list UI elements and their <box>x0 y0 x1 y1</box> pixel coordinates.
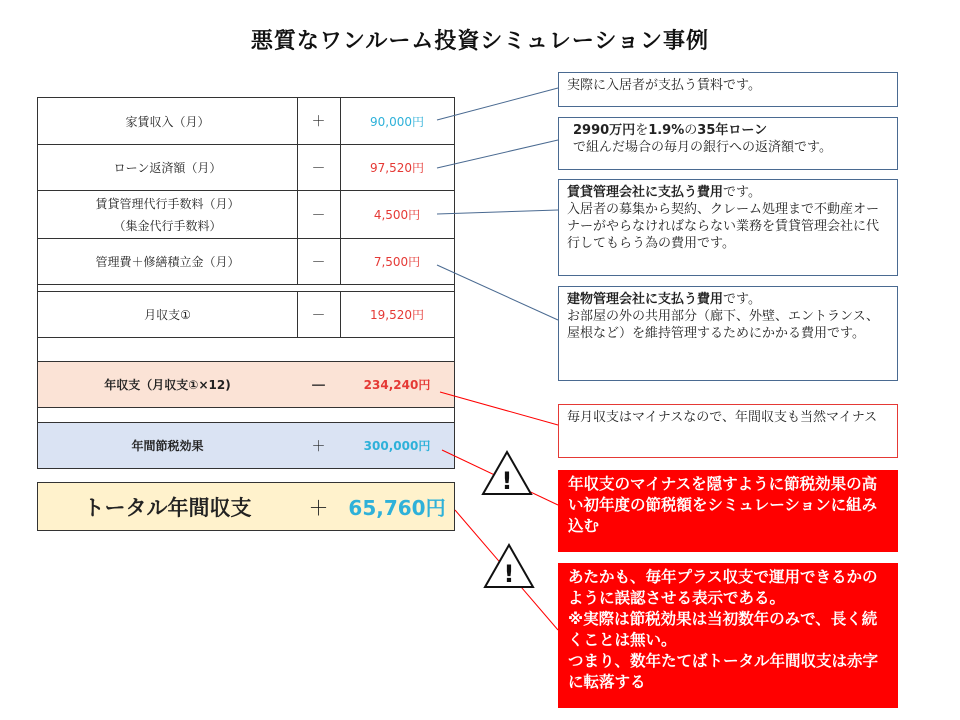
note-loan-no: の <box>684 123 698 138</box>
row-repair-label: 管理費＋修繕積立金（月） <box>37 238 298 285</box>
svg-text:!: ! <box>503 560 515 588</box>
note-loan-rate: 1.9% <box>648 123 685 138</box>
row-total-label: トータル年間収支 <box>37 482 298 531</box>
connector-building <box>437 265 558 320</box>
connector-rent <box>437 88 558 120</box>
note-loan-term: 35年ローン <box>697 123 768 138</box>
note-mgmt <box>558 179 898 276</box>
warning-box-2 <box>558 563 898 708</box>
row-rent-sign: ＋ <box>297 97 341 145</box>
row-mgmt-fee-sign: － <box>297 190 341 239</box>
row-total-value: 65,760円 <box>340 482 455 531</box>
note-building-bold: 建物管理会社に支払う費用 <box>567 292 724 307</box>
row-mgmt-fee-label-line2: （集金代行手数料） <box>113 218 222 233</box>
row-tax-sign: ＋ <box>297 422 341 469</box>
note-loan-line2: で組んだ場合の毎月の銀行への返済額です。 <box>573 140 832 155</box>
note-loan <box>558 117 898 170</box>
warning-2-line2: ※実際は節税効果は当初数年のみで、長く続くことは無い。 <box>568 610 878 649</box>
row-mgmt-fee-value: 4,500円 <box>340 190 455 239</box>
note-building <box>558 286 898 381</box>
note-building-after: です。 <box>723 292 761 307</box>
note-rent: 実際に入居者が支払う賃料です。 <box>558 72 898 107</box>
row-annual-sign: － <box>297 361 341 408</box>
connector-loan <box>437 140 558 168</box>
note-annual: 毎月収支はマイナスなので、年間収支も当然マイナス <box>558 404 898 458</box>
note-loan-wo: を <box>635 123 649 138</box>
svg-text:!: ! <box>501 467 513 495</box>
row-total-sign: ＋ <box>297 482 341 531</box>
row-loan-label: ローン返済額（月） <box>37 144 298 191</box>
row-mgmt-fee-label-line1: 賃貸管理代行手数料（月） <box>95 196 240 211</box>
warning-box-1: 年収支のマイナスを隠すように節税効果の高い初年度の節税額をシミュレーションに組み込む <box>558 470 898 552</box>
row-rent-label: 家賃収入（月） <box>37 97 298 145</box>
note-loan-amount: 2990万円 <box>573 123 636 138</box>
row-annual-label: 年収支（月収支①×12) <box>37 361 298 408</box>
note-mgmt-bold: 賃貸管理会社に支払う費用 <box>567 185 724 200</box>
note-mgmt-after: です。 <box>723 185 761 200</box>
connector-annual <box>440 392 558 425</box>
row-tax-value: 300,000円 <box>340 422 455 469</box>
warning-triangle-icon <box>483 452 531 495</box>
warning-triangle-icon <box>485 545 533 588</box>
row-monthly-value: 19,520円 <box>340 291 455 338</box>
row-rent-value: 90,000円 <box>340 97 455 145</box>
note-mgmt-body: 入居者の募集から契約、クレーム処理まで不動産オーナーがやらなければならない業務を賃貸管理会社に代行してもらう為の費用です。 <box>567 202 880 251</box>
note-building-body: お部屋の外の共用部分（廊下、外壁、エントランス、屋根など）を維持管理するためにかかる費用です。 <box>567 309 880 341</box>
warning-2-line1: あたかも、毎年プラス収支で運用できるかのように誤認させる表示である。 <box>568 568 878 607</box>
row-monthly-label: 月収支① <box>37 291 298 338</box>
connector-mgmt <box>437 210 558 214</box>
row-repair-sign: － <box>297 238 341 285</box>
row-annual-value: 234,240円 <box>340 361 455 408</box>
row-loan-value: 97,520円 <box>340 144 455 191</box>
row-loan-sign: － <box>297 144 341 191</box>
row-repair-value: 7,500円 <box>340 238 455 285</box>
row-tax-label: 年間節税効果 <box>37 422 298 469</box>
warning-2-line3: つまり、数年たてばトータル年間収支は赤字に転落する <box>568 652 879 691</box>
row-monthly-sign: － <box>297 291 341 338</box>
page-title: 悪質なワンルーム投資シミュレーション事例 <box>250 29 710 54</box>
